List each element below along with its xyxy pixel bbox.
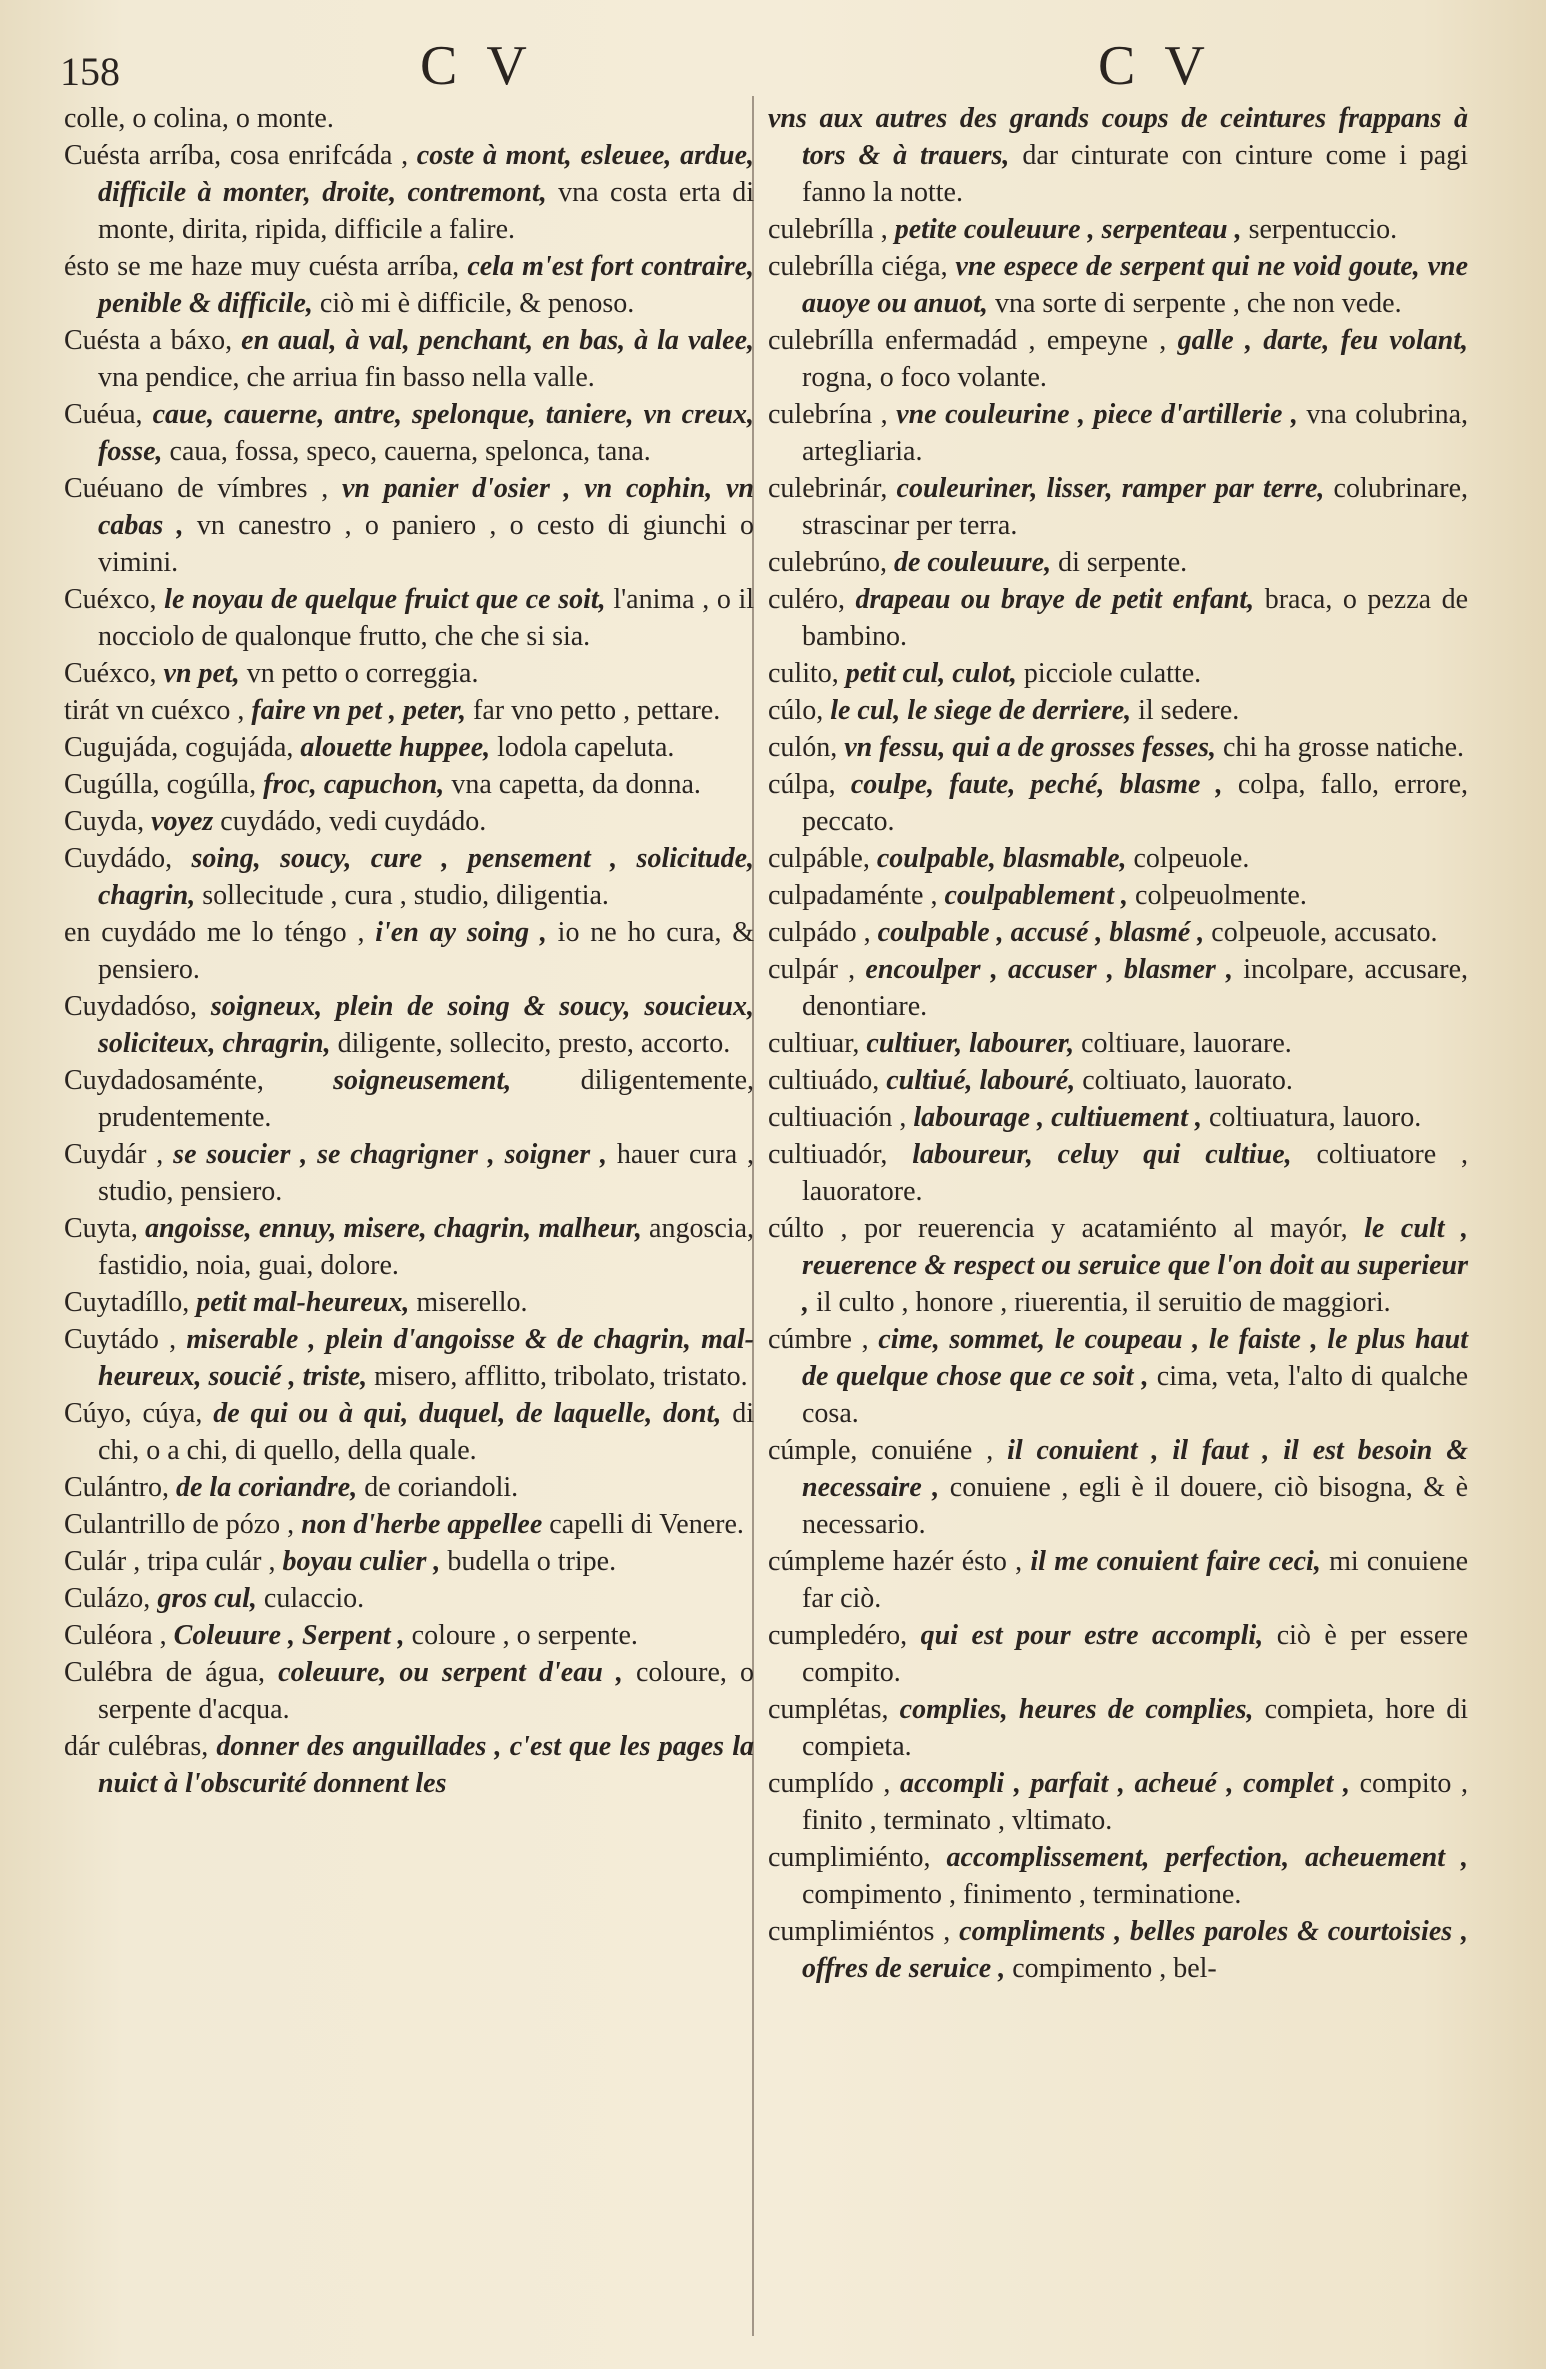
headword: cultiuación , (768, 1102, 907, 1133)
headword: cumplimiéntos , (768, 1916, 951, 1947)
italian-gloss: ciò è per essere compito. (802, 1620, 1469, 1688)
french-gloss: soigneux, plein de soing & soucy, soucieux, soliciteux, chragrin, (98, 991, 754, 1059)
french-gloss: vn panier d'osier , vn cophin, vn cabas , (98, 473, 755, 541)
dictionary-entry (768, 1210, 1468, 1321)
french-gloss: cultiuer, labourer, (866, 1028, 1075, 1059)
italian-gloss: compimento , bel- (1012, 1953, 1217, 1984)
headword: cúlto , por reuerencia y acatamiénto al mayór, (768, 1213, 1348, 1244)
italian-gloss: picciole culatte. (1023, 658, 1202, 689)
italian-gloss: coltiuato, lauorato. (1082, 1065, 1293, 1096)
dictionary-entry (768, 951, 1468, 1025)
italian-gloss: misero, afflitto, tribolato, tristato. (374, 1361, 748, 1392)
headword: cúmpleme hazér ésto , (768, 1546, 1023, 1577)
french-gloss: soing, soucy, cure , pensement , solicitude, chagrin, (98, 843, 754, 911)
dictionary-entry (768, 1691, 1468, 1765)
italian-gloss: l'anima , o il nocciolo de qualonque frutto, che che si sia. (98, 584, 755, 652)
italian-gloss: vn canestro , o paniero , o cesto di giunchi o vimini. (98, 510, 755, 578)
headword: culpár , (768, 954, 856, 985)
french-gloss: miserable , plein d'angoisse & de chagrin, mal-heureux, soucié , triste, (98, 1324, 755, 1392)
dictionary-entry (64, 322, 754, 396)
headword: culebrúno, (768, 547, 887, 578)
italian-gloss: il sedere. (1138, 695, 1240, 726)
italian-gloss: vn petto o correggia. (246, 658, 479, 689)
italian-gloss: coloure , o serpente. (411, 1620, 638, 1651)
headword: Culár , tripa culár , (64, 1546, 276, 1577)
headword: en cuydádo me lo téngo , (64, 917, 365, 948)
headword: Cugujáda, cogujáda, (64, 732, 294, 763)
right-running-title: C V (1098, 35, 1213, 97)
french-gloss: caue, cauerne, antre, spelonque, taniere, vn creux, fosse, (98, 399, 755, 467)
italian-gloss: capelli di Venere. (549, 1509, 744, 1540)
french-gloss: boyau culier , (282, 1546, 441, 1577)
dictionary-entry (64, 692, 754, 729)
french-gloss: drapeau ou braye de petit enfant, (855, 584, 1255, 615)
french-gloss: faire vn pet , peter, (251, 695, 466, 726)
dictionary-entry (768, 729, 1468, 766)
french-gloss: soigneusement, (333, 1065, 512, 1096)
dictionary-entry (64, 988, 754, 1062)
italian-gloss: di chi, o a chi, di quello, della quale. (98, 1398, 754, 1466)
italian-gloss: conuiene , egli è il douere, ciò bisogna, & è necessario. (802, 1472, 1468, 1540)
dictionary-entry (768, 877, 1468, 914)
dictionary-entry (64, 1580, 754, 1617)
french-gloss: le noyau de quelque fruict que ce soit, (164, 584, 606, 615)
headword: cumplimiénto, (768, 1842, 931, 1873)
dictionary-entry (64, 396, 754, 470)
french-gloss: petit cul, culot, (845, 658, 1017, 689)
page-header (0, 18, 1546, 98)
dictionary-entry (768, 1099, 1468, 1136)
headword: cumpledéro, (768, 1620, 908, 1651)
dictionary-entry (768, 840, 1468, 877)
italian-gloss: coloure, o serpente d'acqua. (98, 1657, 754, 1725)
dictionary-entry (768, 692, 1468, 729)
italian-gloss: coltiuare, lauorare. (1081, 1028, 1292, 1059)
dictionary-entry (768, 1432, 1468, 1543)
french-gloss: labourage , cultiuement , (913, 1102, 1202, 1133)
dictionary-entry (768, 1136, 1468, 1210)
italian-gloss: vna costa erta di monte, dirita, ripida, difficile a falire. (98, 177, 754, 245)
dictionary-entry (64, 1654, 754, 1728)
headword: cultiuar, (768, 1028, 860, 1059)
dictionary-entry (64, 1543, 754, 1580)
dictionary-entry (64, 1210, 754, 1284)
french-gloss: angoisse, ennuy, misere, chagrin, malheur, (145, 1213, 642, 1244)
french-gloss: couleuriner, lisser, ramper par terre, (896, 473, 1325, 504)
headword: ésto se me haze muy cuésta arríba, (64, 251, 460, 282)
dictionary-entry (64, 1395, 754, 1469)
dictionary-entry (64, 840, 754, 914)
french-gloss: cultiué, labouré, (886, 1065, 1076, 1096)
headword: Cuyda, (64, 806, 145, 837)
italian-gloss: coltiuatore , lauoratore. (802, 1139, 1468, 1207)
headword: Cuéuano de vímbres , (64, 473, 329, 504)
dictionary-entry (64, 655, 754, 692)
dictionary-entry (64, 914, 754, 988)
french-gloss: Coleuure , Serpent , (173, 1620, 405, 1651)
italian-gloss: coltiuatura, lauoro. (1208, 1102, 1422, 1133)
dictionary-entry (64, 1617, 754, 1654)
headword: Culéora , (64, 1620, 167, 1651)
headword: cultiuádo, (768, 1065, 880, 1096)
french-gloss: coste à mont, esleuee, ardue, difficile à monter, droite, contremont, (98, 140, 755, 208)
headword: culebrína , (768, 399, 888, 430)
headword: culón, (768, 732, 838, 763)
headword: culito, (768, 658, 839, 689)
headword: cúmple, conuiéne , (768, 1435, 994, 1466)
italian-gloss: ciò mi è difficile, & penoso. (319, 288, 635, 319)
dictionary-entry (64, 766, 754, 803)
dictionary-entry (64, 470, 754, 581)
french-gloss: en aual, à val, penchant, en bas, à la valee, (241, 325, 754, 356)
headword: culebrílla enfermadád , empeyne , (768, 325, 1167, 356)
italian-gloss: dar cinturate con cinture come i pagi fanno la notte. (802, 140, 1469, 208)
italian-gloss: hauer cura , studio, pensiero. (98, 1139, 755, 1207)
headword: Cuéua, (64, 399, 143, 430)
dictionary-entry (768, 1617, 1468, 1691)
italian-gloss: compito , finito , terminato , vltimato. (802, 1768, 1468, 1836)
french-gloss: de qui ou à qui, duquel, de laquelle, dont, (213, 1398, 722, 1429)
french-gloss: petite couleuure , serpenteau , (894, 214, 1242, 245)
italian-gloss: cima, veta, l'alto di qualche cosa. (802, 1361, 1469, 1429)
dictionary-entry (768, 396, 1468, 470)
headword: Cugúlla, cogúlla, (64, 769, 257, 800)
headword: Cuydár , (64, 1139, 164, 1170)
dictionary-entry (768, 1321, 1468, 1432)
french-gloss: accomplissement, perfection, acheuement , (946, 1842, 1468, 1873)
italian-gloss: vna sorte di serpente , che non vede. (994, 288, 1402, 319)
dictionary-entry (768, 1543, 1468, 1617)
dictionary-entry (64, 1321, 754, 1395)
french-gloss: coulpable, blasmable, (876, 843, 1127, 874)
french-gloss: encoulper , accuser , blasmer , (865, 954, 1234, 985)
headword: Culantrillo de pózo , (64, 1509, 295, 1540)
french-gloss: complies, heures de complies, (899, 1694, 1254, 1725)
dictionary-entry (64, 1728, 754, 1802)
headword: dár culébras, (64, 1731, 209, 1762)
headword: tirát vn cuéxco , (64, 695, 245, 726)
dictionary-entry (768, 766, 1468, 840)
dictionary-entry (768, 1025, 1468, 1062)
italian-gloss: io ne ho cura, & pensiero. (98, 917, 755, 985)
italian-gloss: cuydádo, vedi cuydádo. (220, 806, 487, 837)
french-gloss: non d'herbe appellee (301, 1509, 543, 1540)
headword: cúmbre , (768, 1324, 869, 1355)
headword: culpáble, (768, 843, 870, 874)
headword: culebrinár, (768, 473, 888, 504)
french-gloss: il me conuient faire ceci, (1030, 1546, 1321, 1577)
headword: Culázo, (64, 1583, 151, 1614)
dictionary-entry (768, 470, 1468, 544)
french-gloss: i'en ay soing , (375, 917, 547, 948)
italian-gloss: miserello. (416, 1287, 528, 1318)
italian-gloss: diligentemente, prudentemente. (98, 1065, 754, 1133)
french-gloss: petit mal-heureux, (196, 1287, 410, 1318)
headword: Cuéxco, (64, 658, 157, 689)
headword: culebrílla ciéga, (768, 251, 948, 282)
dictionary-entry (768, 1765, 1468, 1839)
dictionary-entry (64, 100, 754, 137)
headword: Culántro, (64, 1472, 169, 1503)
dictionary-entry (64, 1136, 754, 1210)
dictionary-entry (64, 1469, 754, 1506)
dictionary-entry (768, 211, 1468, 248)
italian-gloss: incolpare, accusare, denontiare. (802, 954, 1468, 1022)
dictionary-entry (64, 803, 754, 840)
french-gloss: qui est pour estre accompli, (920, 1620, 1264, 1651)
headword: culebrílla , (768, 214, 888, 245)
dictionary-entry (768, 544, 1468, 581)
dictionary-entry (768, 1062, 1468, 1099)
french-gloss: donner des anguillades , c'est que les pages la nuict à l'obscurité donnent les (98, 1731, 754, 1799)
headword: Cúyo, cúya, (64, 1398, 203, 1429)
french-gloss: compliments , belles paroles & courtoisies , offres de seruice , (802, 1916, 1469, 1984)
italian-gloss: mi conuiene far ciò. (802, 1546, 1468, 1614)
italian-gloss: budella o tripe. (447, 1546, 617, 1577)
italian-gloss: colpa, fallo, errore, peccato. (802, 769, 1469, 837)
italian-gloss: vna pendice, che arriua fin basso nella valle. (98, 362, 595, 393)
french-gloss: gros cul, (157, 1583, 257, 1614)
headword: Cuésta a báxo, (64, 325, 233, 356)
dictionary-entry (64, 137, 754, 248)
french-gloss: coulpablement , (944, 880, 1129, 911)
dictionary-entry (768, 248, 1468, 322)
headword: culpadaménte , (768, 880, 938, 911)
page-number: 158 (60, 49, 120, 94)
dictionary-entry (64, 1506, 754, 1543)
italian-gloss: far vno petto , pettare. (473, 695, 721, 726)
headword: Cuydadóso, (64, 991, 197, 1022)
headword: cúlpa, (768, 769, 836, 800)
italian-gloss: braca, o pezza de bambino. (802, 584, 1469, 652)
headword: Culébra de água, (64, 1657, 266, 1688)
headword: Cuéxco, (64, 584, 157, 615)
italian-gloss: vna colubrina, artegliaria. (802, 399, 1469, 467)
italian-gloss: angoscia, fastidio, noia, guai, dolore. (98, 1213, 755, 1281)
french-gloss: vn pet, (163, 658, 240, 689)
right-column (768, 100, 1468, 1987)
french-gloss: galle , darte, feu volant, (1177, 325, 1468, 356)
dictionary-entry (768, 581, 1468, 655)
dictionary-entry (768, 322, 1468, 396)
dictionary-entry (64, 581, 754, 655)
dictionary-entry (768, 1913, 1468, 1987)
italian-gloss: de coriandoli. (364, 1472, 519, 1503)
french-gloss: froc, capuchon, (263, 769, 445, 800)
french-gloss: le cul, le siege de derriere, (830, 695, 1132, 726)
headword: Cuydadosaménte, (64, 1065, 264, 1096)
french-gloss: se soucier , se chagrigner , soigner , (173, 1139, 608, 1170)
french-gloss: le cult , reuerence & respect ou seruice que l'on doit au superieur , (802, 1213, 1469, 1318)
dictionary-entry (64, 1284, 754, 1321)
dictionary-entry (768, 1839, 1468, 1913)
french-gloss: cela m'est fort contraire, penible & difficile, (98, 251, 754, 319)
italian-gloss: lodola capeluta. (497, 732, 675, 763)
headword: Cuytadíllo, (64, 1287, 190, 1318)
french-gloss: coulpable , accusé , blasmé , (877, 917, 1205, 948)
french-gloss: cime, sommet, le coupeau , le faiste , le plus haut de quelque chose que ce soit , (802, 1324, 1469, 1392)
french-gloss: de couleuure, (893, 547, 1052, 578)
french-gloss: laboureur, celuy qui cultiue, (912, 1139, 1292, 1170)
headword: Cuytádo , (64, 1324, 177, 1355)
italian-gloss: compimento , finimento , terminatione. (802, 1879, 1242, 1910)
french-gloss: alouette huppee, (300, 732, 491, 763)
italian-gloss: culaccio. (263, 1583, 365, 1614)
dictionary-entry (768, 100, 1468, 211)
headword: culéro, (768, 584, 845, 615)
italian-gloss: colubrinare, strascinar per terra. (802, 473, 1469, 541)
dictionary-entry (768, 914, 1468, 951)
italian-gloss: vna capetta, da donna. (451, 769, 701, 800)
headword: cumplído , (768, 1768, 891, 1799)
headword: Cuyta, (64, 1213, 138, 1244)
left-running-title: C V (420, 35, 535, 97)
italian-gloss: colpeuole, accusato. (1211, 917, 1438, 948)
headword: cultiuadór, (768, 1139, 888, 1170)
italian-gloss: compieta, hore di compieta. (802, 1694, 1469, 1762)
french-gloss: vne couleurine , piece d'artillerie , (896, 399, 1298, 430)
headword: Cuydádo, (64, 843, 173, 874)
dictionary-entry (64, 248, 754, 322)
french-gloss: vns aux autres des grands coups de ceintures frappans à tors & à trauers, (768, 103, 1468, 171)
headword: cúlo, (768, 695, 824, 726)
italian-gloss: il culto , honore , riuerentia, il seruitio de maggiori. (816, 1287, 1391, 1318)
headword: culpádo , (768, 917, 871, 948)
french-gloss: accompli , parfait , acheué , complet , (900, 1768, 1350, 1799)
dictionary-entry (64, 1062, 754, 1136)
left-column (64, 100, 754, 1802)
italian-gloss: rogna, o foco volante. (802, 362, 1047, 393)
french-gloss: vn fessu, qui a de grosses fesses, (844, 732, 1216, 763)
italian-gloss: sollecitude , cura , studio, diligentia. (202, 880, 609, 911)
headword: cumplétas, (768, 1694, 889, 1725)
italian-gloss: colpeuolmente. (1135, 880, 1307, 911)
italian-gloss: serpentuccio. (1248, 214, 1398, 245)
french-gloss: vne espece de serpent qui ne void goute, vne auoye ou anuot, (802, 251, 1468, 319)
italian-gloss: diligente, sollecito, presto, accorto. (337, 1028, 731, 1059)
italian-gloss: chi ha grosse natiche. (1223, 732, 1465, 763)
french-gloss: de la coriandre, (176, 1472, 358, 1503)
italian-gloss: caua, fossa, speco, cauerna, spelonca, tana. (169, 436, 651, 467)
headword: Cuésta arríba, cosa enrifcáda , (64, 140, 409, 171)
italian-gloss: di serpente. (1058, 547, 1188, 578)
french-gloss: coleuure, ou serpent d'eau , (278, 1657, 623, 1688)
french-gloss: coulpe, faute, peché, blasme , (850, 769, 1223, 800)
french-gloss: il conuient , il faut , il est besoin & necessaire , (802, 1435, 1469, 1503)
dictionary-entry (64, 729, 754, 766)
italian-gloss: colle, o colina, o monte. (64, 103, 334, 134)
italian-gloss: colpeuole. (1133, 843, 1250, 874)
french-gloss: voyez (151, 806, 214, 837)
dictionary-entry (768, 655, 1468, 692)
